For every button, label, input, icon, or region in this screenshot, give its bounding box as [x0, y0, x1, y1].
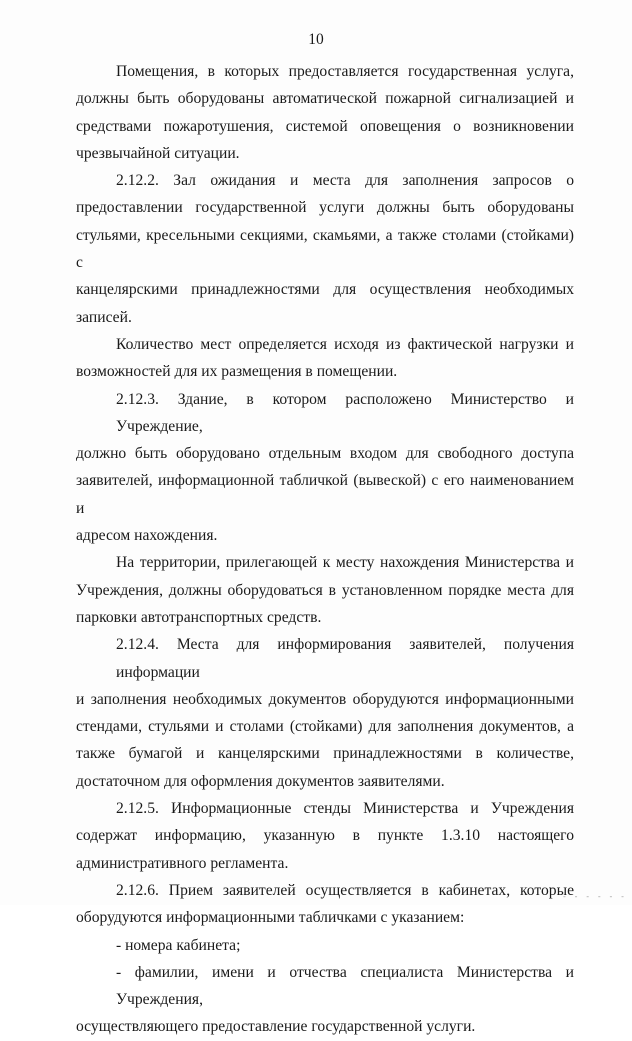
paragraph-2-12-3	[76, 386, 574, 550]
text-line: и заполнения необходимых документов оборудуются информационными	[76, 690, 574, 708]
paragraph-seat-count	[76, 331, 574, 386]
paragraph-fire-safety	[76, 58, 574, 167]
text-line: средствами пожаротушения, системой оповещения о возникновении	[76, 117, 574, 135]
text-line: 2.12.5. Информационные стенды Министерства и Учреждения	[116, 800, 574, 818]
paragraph-2-12-6	[76, 877, 574, 932]
text-line: - номера кабинета;	[116, 936, 241, 954]
paragraph-2-12-5	[76, 795, 574, 877]
paragraph-parking	[76, 549, 574, 631]
paragraph-2-12-4	[76, 631, 574, 795]
scan-edge-marks: - - - - - -	[562, 892, 626, 901]
text-line: 2.12.4. Места для информирования заявителей, получения информации	[116, 636, 574, 681]
text-line: 2.12.2. Зал ожидания и места для заполнения запросов о	[116, 172, 574, 190]
text-line: канцелярскими принадлежностями для осуществления необходимых записей.	[76, 281, 574, 326]
text-line: парковки автотранспортных средств.	[76, 608, 322, 626]
text-line: Учреждения, должны оборудоваться в установленном порядке места для	[76, 581, 574, 599]
text-line: адресом нахождения.	[76, 527, 218, 545]
text-line: стендами, стульями и столами (стойками) для заполнения документов, а	[76, 718, 574, 736]
text-line: - фамилии, имени и отчества специалиста Министерства и Учреждения,	[116, 963, 574, 1009]
text-line: 2.12.6. Прием заявителей осуществляется в кабинетах, которые	[116, 881, 574, 899]
text-line: также бумагой и канцелярскими принадлежностями в количестве,	[76, 745, 574, 763]
text-line: стульями, кресельными секциями, скамьями, а также столами (стойками) с	[76, 226, 574, 272]
text-line: достаточном для оформления документов заявителями.	[76, 772, 445, 790]
page-number: 10	[308, 31, 324, 48]
text-line: На территории, прилегающей к месту нахождения Министерства и	[116, 554, 574, 572]
document-body	[76, 58, 574, 1041]
text-line: административного регламента.	[76, 854, 289, 872]
text-line: содержат информацию, указанную в пункте 1.3.10 настоящего	[76, 827, 574, 845]
text-line: возможностей для их размещения в помещении.	[76, 363, 398, 381]
text-line: должны быть оборудованы автоматической пожарной сигнализацией и	[76, 90, 574, 108]
text-line: чрезвычайной ситуации.	[76, 144, 240, 162]
paragraph-2-12-2	[76, 167, 574, 331]
list-item-specialist-name	[76, 959, 574, 1041]
text-line: должно быть оборудовано отдельным входом для свободного доступа	[76, 445, 574, 463]
text-line: осуществляющего предоставление государственной услуги.	[76, 1018, 476, 1036]
text-line: Количество мест определяется исходя из фактической нагрузки и	[116, 335, 574, 353]
text-line: предоставлении государственной услуги должны быть оборудованы	[76, 199, 574, 217]
text-line: 2.12.3. Здание, в котором расположено Министерство и Учреждение,	[116, 390, 574, 435]
text-line: оборудуются информационными табличками с указанием:	[76, 909, 465, 927]
text-line: Помещения, в которых предоставляется государственная услуга,	[116, 63, 574, 80]
list-item-room-number	[76, 932, 574, 959]
text-line: заявителей, информационной табличкой (вывеской) с его наименованием и	[76, 472, 574, 517]
